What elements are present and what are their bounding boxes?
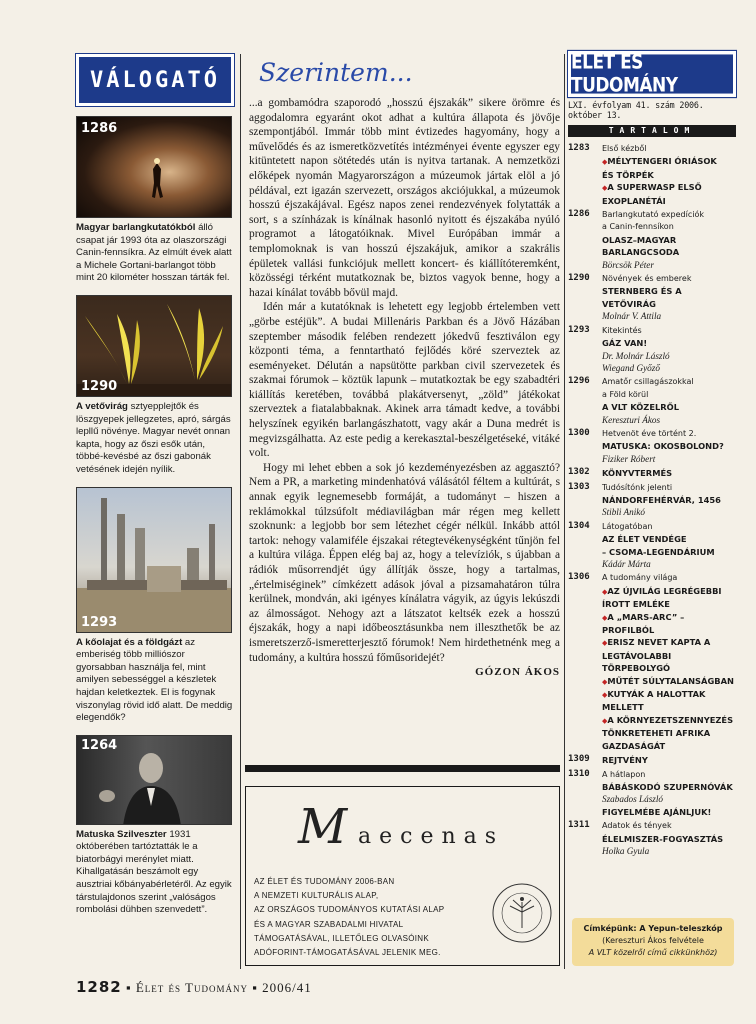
toc-entry — [568, 428, 736, 465]
toc-page-number: 1310 — [568, 768, 590, 779]
toc-line: LEGTÁVOLABBI TÖRPEBOLYGÓ — [602, 650, 672, 674]
toc-line: MATUSKA: OKOSBOLOND? — [602, 441, 724, 452]
toc-line: GAZDASÁGÁT — [602, 740, 666, 751]
toc-line: REJTVÉNY — [602, 755, 648, 766]
footer-magazine-name: Élet és Tudomány — [135, 980, 249, 995]
toc-line: Wiegand Győző — [602, 362, 660, 373]
toc-line: NÁNDORFEHÉRVÁR, 1456 — [602, 494, 721, 505]
toc-line: ÍROTT EMLÉKE — [602, 599, 670, 610]
toc-line: ◆ ERISZ NEVET KAPTA A — [602, 636, 736, 649]
footer-separator: ▪ — [252, 980, 258, 995]
toc-line: Kereszturi Ákos — [602, 414, 661, 425]
toc-line: BARLANGCSODA — [602, 247, 680, 258]
caption-1290: A vetővirág sztyepplejtők és löszgyepek jellegzetes, apró, sárgás lepllű növénye. Magyar nevét onnan kapta, hogy az őszi esők után, többé-kevésbé az őszi gabonák vetésének idején nyílik. — [76, 400, 231, 475]
toc-page-number: 1290 — [568, 273, 590, 284]
maecenas-logo-text: aecenas — [358, 824, 505, 849]
cave-photo — [76, 116, 232, 218]
toc-entry — [568, 467, 736, 479]
photo-page-number: 1293 — [81, 614, 118, 630]
toc-entry — [568, 209, 736, 271]
toc-line: ÉLELMISZER-FOGYASZTÁS — [602, 833, 724, 844]
toc-line: Látogatóban — [602, 521, 653, 531]
toc-line: Stibli Anikó — [602, 507, 645, 518]
issue-info: LXI. évfolyam 41. szám 2006. október 13. — [568, 100, 704, 120]
toc-line: ◆ KUTYÁK A HALOTTAK — [602, 688, 736, 701]
column-divider — [564, 54, 565, 969]
toc-page-number: 1300 — [568, 427, 590, 438]
valogato-header: VÁLOGATÓ — [76, 54, 234, 106]
maecenas-box — [245, 786, 560, 966]
refinery-towers-icon — [77, 488, 232, 633]
table-of-contents — [568, 143, 736, 857]
toc-line: Fiziker Róbert — [602, 453, 656, 464]
toc-line: a Föld körül — [602, 389, 649, 399]
toc-line: Kádár Márta — [602, 559, 651, 569]
toc-page-number: 1286 — [568, 209, 590, 220]
toc-entry — [568, 754, 736, 766]
toc-line: A tudomány világa — [602, 573, 678, 583]
toc-line: GÁZ VAN! — [602, 338, 648, 349]
toc-line: Barlangkutató expedíciók — [602, 210, 704, 220]
toc-line: ◆ A „MARS-ARC” – PROFILBÓL — [602, 611, 736, 637]
toc-page-number: 1293 — [568, 324, 590, 335]
toc-line: STERNBERG ÉS A VETŐVIRÁG — [602, 286, 682, 309]
toc-line: ◆ A KÖRNYEZETSZENNYEZÉS — [602, 714, 736, 727]
toc-line: Dr. Molnár László — [602, 350, 670, 361]
toc-entry — [568, 143, 736, 207]
maecenas-logo-letter: M — [298, 799, 348, 855]
toc-line: OLASZ–MAGYAR — [602, 234, 677, 245]
section-divider-bar — [245, 765, 560, 772]
toc-page-number: 1311 — [568, 820, 590, 831]
toc-line: KÖNYVTERMÉS — [602, 468, 673, 479]
magazine-title: ÉLET ÉS TUDOMÁNY — [568, 51, 736, 97]
editorial-heading: Szerintem... — [259, 58, 413, 87]
caver-silhouette-icon — [77, 117, 232, 218]
toc-line: Hetvenöt éve történt 2. — [602, 428, 697, 438]
toc-line: Tudósítónk jelenti — [602, 482, 673, 492]
flower-photo — [76, 295, 232, 397]
caption-1293: A kőolajat és a földgázt az emberiség több milliószor gyorsabban használja fel, mint amilyen sebességgel a készletek hajdan keletkeztek. El is fogynak viszonylag rövid idő alatt. De meddig elegendők? — [76, 636, 233, 724]
toc-entry — [568, 572, 736, 752]
toc-line: a Canin-fennsíkon — [602, 222, 674, 232]
footer-separator: ▪ — [126, 980, 132, 995]
toc-entry — [568, 482, 736, 519]
toc-line: EXOPLANÉTÁI — [602, 195, 666, 206]
toc-page-number: 1283 — [568, 143, 590, 153]
toc-line: Adatok és tények — [602, 821, 672, 831]
maecenas-sponsor-text: AZ ÉLET ÉS TUDOMÁNY 2006-BAN A NEMZETI KULTURÁLIS ALAP, AZ ORSZÁGOS TUDOMÁNYOS KUTATÁSI ALAP ÉS A MAGYAR SZABADALMI HIVATAL TÁMOGATÁSÁVAL, ILLETŐLEG OLVASÓINK ADÓFORINT-TÁMOGATÁSÁVAL JELENIK MEG. — [254, 877, 445, 958]
toc-line: ◆ A SUPERWASP ELSŐ — [602, 181, 736, 194]
toc-line: Első kézből — [602, 144, 647, 153]
editorial-body — [249, 96, 560, 665]
toc-line: Börcsök Péter — [602, 259, 654, 270]
photo-page-number: 1290 — [81, 378, 118, 394]
toc-line: FIGYELMÉBE AJÁNLJUK! — [602, 806, 712, 817]
toc-page-number: 1303 — [568, 481, 590, 492]
toc-line: MELLETT — [602, 702, 644, 713]
photo-page-number: 1264 — [81, 737, 118, 753]
footer-page-number: 1282 — [76, 978, 122, 996]
toc-line: A VLT KÖZELRŐL — [602, 402, 680, 413]
editorial-column — [249, 58, 560, 678]
caption-1264: Matuska Szilveszter 1931 októberében tartóztatták le a biatorbágyi merénylet miatt. Kihallgatásán beszámolt egy ausztriai kőbányabérletéről. Az egyik társtulajdonos szerint „valóságos rombolási dühben szenvedett”. — [76, 828, 232, 916]
toc-line: ◆ AZ ÚJVILÁG LEGRÉGEBBI — [602, 585, 736, 598]
toc-line: Amatőr csillagászokkal — [602, 377, 694, 387]
photo-page-number: 1286 — [81, 121, 118, 136]
toc-page-number: 1302 — [568, 467, 590, 478]
toc-line: – CSOMA-LEGENDÁRIUM — [602, 546, 715, 557]
editorial-signature: GÓZON ÁKOS — [475, 666, 560, 679]
toc-line: Növények és emberek — [602, 274, 692, 284]
page-footer — [76, 978, 312, 996]
editorial-paragraph: Idén már a kutatóknak is lehetett egy legjobb értelemben vett „görbe estéjük”. A budai Millenáris Parkban és a Jövő Házában szeptember második felében rendezett jókedvű fesztiválon egy központi téma, a fenntartható fejlődés köré szerveztek az eseményeket. Délután a napsütötte parkban civil szervezetek és szakmai fórumok – köztük lapunk – mutatkoztak be egy szabadtéri kiállítás keretében, továbbá plakátversenyt, „zöld” játékokat szerveztek a fiatalabbaknak. Akinek arra támadt kedve, a további helyszínek egyikén barlangászhatott, vagy akár a Duna medrét is megvizsgálhatta. Az este pedig a kerekasztal-beszélgetéseké, vitáké volt. — [249, 301, 560, 460]
toc-line: ◆ MŰTÉT SÚLYTALANSÁGBAN — [602, 675, 736, 688]
toc-page-number: 1304 — [568, 520, 590, 531]
toc-line: ÉS TÖRPÉK — [602, 169, 654, 180]
toc-line: Holka Gyula — [602, 845, 650, 856]
toc-entry — [568, 521, 736, 571]
toc-page-number: 1309 — [568, 754, 590, 765]
caption-1286: Magyar barlangkutatókból álló csapat jár 1993 óta az olaszországi Canin-fennsíkra. Az elmúlt évek alatt a Michele Gortani-barlangot több mint 20 kilométer hosszan tárták fel. — [76, 222, 232, 284]
toc-entry — [568, 273, 736, 323]
toc-line: Szabados László — [602, 794, 664, 805]
toc-page-number: 1296 — [568, 376, 590, 387]
refinery-photo — [76, 487, 232, 633]
toc-line: AZ ÉLET VENDÉGE — [602, 534, 687, 545]
toc-entry — [568, 376, 736, 426]
toc-entry — [568, 769, 736, 819]
contents-label: TARTALOM — [568, 125, 736, 137]
footer-issue: 2006/41 — [262, 980, 312, 995]
contents-column — [568, 51, 736, 859]
toc-entry — [568, 820, 736, 857]
toc-line: A hátlapon — [602, 769, 646, 779]
toc-page-number: 1306 — [568, 572, 590, 583]
editorial-paragraph: Hogy mi lehet ebben a sok jó kezdeményezésben az aggasztó? Nem a PR, a marketing mindenhatóvá válásától féltem a kultúrát, s annak egyik legnemesebb formáját, a tudományt – hiszen a reklámokkal túlzsúfolt médiavilágban már régen meg kellett szoknunk: a legjobb bor sem létezhet cégér nélkül. Inkább attól tartok: nehogy valamiféle éjszakai rétegtevékenységként tűnjön fel a kultúra világa. Éppen elég baj az, hogy a televíziók, s újabban a rádiók műsorrendjét úgy állítják össze, hogy a tartalmas, „értelmiséginek” címkézett adások jóval a pizsamahatáron túlra kerülnek, mondván, aki igényes kínálatra vágyik, az úgyis lekúszdi az álmosságot. Nehogy azt a látszatot keltsék ezek a hosszú éjszakák, hogy a napi időbeosztásunkba nem illeszthetők be az ismeretszerző-ismeretterjesztő fórumok! Nem hirdethetnénk meg a tudomány, a kultúra hosszú főműsoridejét? — [249, 461, 560, 664]
column-divider — [240, 54, 241, 969]
toc-entry — [568, 325, 736, 375]
valogato-column — [76, 54, 234, 917]
editorial-paragraph: ...a gombamódra szaporodó „hosszú éjszakák” sikere örömre és aggodalomra egyaránt okot adhat a kultúra állapota és jövője szempontjából. Immár több mint évtizedes hagyomány, hogy a művelődés és az ismeretközvetítés intézményei évente egyszer egy kitüntetett napon sötétedés után is nyitva tartanak. A nemzetközi előképek nyomán Magyarországon a múzeumok jártak elöl a jó példával, ezt igazán szervezett, országos akciójukkal, a múzeumok hosszú éjszakájával. Egész napos zenei rendezvények folytatták a sort, s a színházak is kínálnak hasonló nyitott és éjszakába nyúló programot a látogatóiknak. Mivel Európában immár a templomoknak is van hosszú éjszakájuk, amikor a szakrális épületek vallási funkciójuk mellett koncert- és kiállítóteremként, közösségi térként mutatkoznak be, biztos vagyok benne, hogy a hazai kínálat tovább bővül majd. — [249, 97, 560, 299]
toc-line: BÁBÁSKODÓ SZUPERNÓVÁK — [602, 781, 733, 792]
toc-line: Kitekintés — [602, 325, 642, 335]
matuska-photo — [76, 735, 232, 825]
toc-line: Molnár V. Attila — [602, 311, 662, 322]
toc-line: TÖNKRETEHETI AFRIKA — [602, 728, 711, 739]
nka-seal-icon — [491, 882, 553, 944]
toc-line: ◆ MÉLYTENGERI ÓRIÁSOK — [602, 155, 736, 168]
cover-note: Címképünk: A Yepun-teleszkóp (Kereszturi Ákos felvétele A VLT közelről című cikkünkhöz) — [572, 918, 734, 966]
